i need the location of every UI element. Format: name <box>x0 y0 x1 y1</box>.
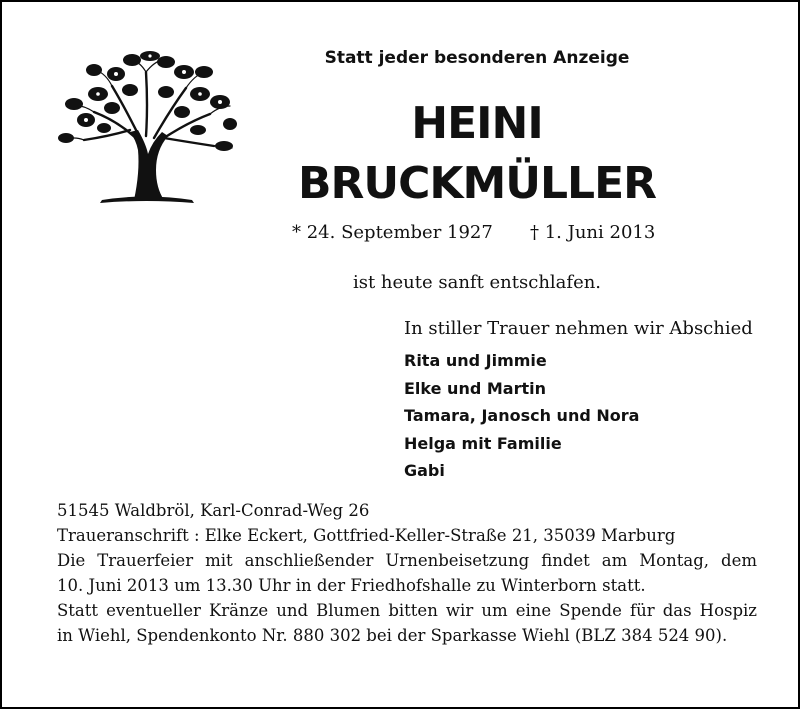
tree-icon <box>54 50 238 206</box>
donation-text-line-2: in Wiehl, Spendenkonto Nr. 880 302 bei der Sparkasse Wiehl (BLZ 384 524 90). <box>57 626 728 645</box>
footer-info <box>57 498 757 648</box>
headline: Statt jeder besonderen Anzeige <box>324 48 630 68</box>
donation-text-line-1: Statt eventueller Kränze und Blumen bitten wir um eine Spende für das Hospiz <box>57 601 757 620</box>
first-name: HEINI <box>411 98 543 149</box>
mourner-name: Rita und Jimmie <box>404 351 547 370</box>
home-address: 51545 Waldbröl, Karl-Conrad-Weg 26 <box>57 501 370 520</box>
mourner-name: Tamara, Janosch und Nora <box>404 406 640 425</box>
mourner-name: Gabi <box>404 461 445 480</box>
mourning-title: In stiller Trauer nehmen wir Abschied <box>404 318 753 339</box>
ceremony-text-line-2: 10. Juni 2013 um 13.30 Uhr in der Friedhofshalle zu Winterborn statt. <box>57 576 646 595</box>
last-name: BRUCKMÜLLER <box>297 158 657 209</box>
mourners-list <box>404 347 639 485</box>
mourning-address: Traueranschrift : Elke Eckert, Gottfried-Keller-Straße 21, 35039 Marburg <box>57 526 676 545</box>
ceremony-text-line-1: Die Trauerfeier mit anschließender Urnenbeisetzung findet am Montag, dem <box>57 551 757 570</box>
passed-text: ist heute sanft entschlafen. <box>352 272 602 293</box>
mourner-name: Elke und Martin <box>404 378 546 398</box>
mourner-name: Helga mit Familie <box>404 433 562 453</box>
birth-date: * 24. September 1927 <box>292 222 493 243</box>
death-date: † 1. Juni 2013 <box>530 222 656 243</box>
